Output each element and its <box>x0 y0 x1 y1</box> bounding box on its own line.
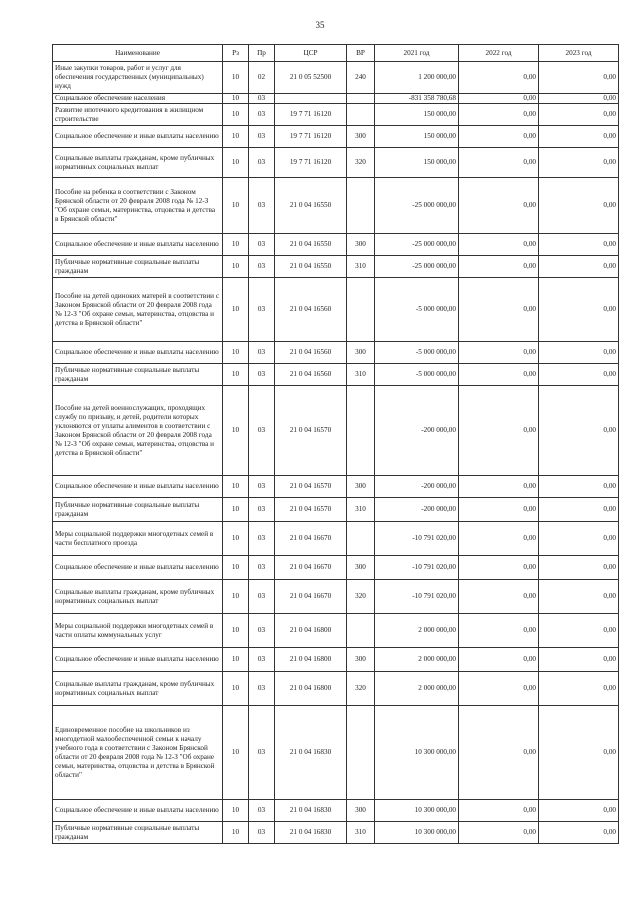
cell-rz: 10 <box>223 672 249 706</box>
cell-vr: 310 <box>347 498 375 522</box>
cell-csr: 21 0 04 16670 <box>275 556 347 580</box>
cell-rz: 10 <box>223 364 249 386</box>
cell-2022: 0,00 <box>459 178 539 234</box>
cell-2023: 0,00 <box>539 556 619 580</box>
cell-2021: -200 000,00 <box>375 476 459 498</box>
cell-2023: 0,00 <box>539 364 619 386</box>
cell-2023: 0,00 <box>539 256 619 278</box>
cell-csr: 21 0 04 16560 <box>275 364 347 386</box>
cell-2023: 0,00 <box>539 386 619 476</box>
cell-2021: -200 000,00 <box>375 386 459 476</box>
cell-2021: 150 000,00 <box>375 148 459 178</box>
cell-2023: 0,00 <box>539 800 619 822</box>
cell-2023: 0,00 <box>539 476 619 498</box>
table-row <box>53 614 619 648</box>
cell-name: Единовременное пособие на школьников из многодетной малообеспеченной семьи к началу учебного года в соответствии с Законом Брянской области от 20 февраля 2008 года № 12-З "Об охране семьи, материнства, отцовства и детства в Брянской области" <box>53 706 223 800</box>
cell-2022: 0,00 <box>459 386 539 476</box>
cell-2021: -25 000 000,00 <box>375 234 459 256</box>
header-vr: ВР <box>347 45 375 62</box>
header-2022: 2022 год <box>459 45 539 62</box>
cell-csr: 21 0 04 16570 <box>275 498 347 522</box>
cell-vr: 300 <box>347 800 375 822</box>
cell-name: Пособие на детей военнослужащих, проходящих службу по призыву, и детей, родители которых уклоняются от уплаты алиментов в соответствии с Законом Брянской области от 20 февраля 2008 года № 12-З "Об охране семьи, материнства, отцовства и детства в Брянской области" <box>53 386 223 476</box>
cell-rz: 10 <box>223 386 249 476</box>
cell-csr: 19 7 71 16120 <box>275 126 347 148</box>
cell-pr: 03 <box>249 148 275 178</box>
cell-pr: 03 <box>249 386 275 476</box>
cell-name: Социальное обеспечение и иные выплаты населению <box>53 648 223 672</box>
cell-2022: 0,00 <box>459 342 539 364</box>
cell-name: Меры социальной поддержки многодетных семей в части бесплатного проезда <box>53 522 223 556</box>
cell-2023: 0,00 <box>539 580 619 614</box>
cell-rz: 10 <box>223 148 249 178</box>
cell-csr: 21 0 04 16670 <box>275 580 347 614</box>
table-row <box>53 94 619 104</box>
cell-rz: 10 <box>223 706 249 800</box>
cell-2022: 0,00 <box>459 822 539 844</box>
cell-pr: 03 <box>249 706 275 800</box>
cell-2021: 2 000 000,00 <box>375 672 459 706</box>
cell-2023: 0,00 <box>539 522 619 556</box>
cell-2021: 2 000 000,00 <box>375 614 459 648</box>
cell-vr: 310 <box>347 364 375 386</box>
cell-vr: 300 <box>347 476 375 498</box>
cell-rz: 10 <box>223 62 249 94</box>
cell-2021: 10 300 000,00 <box>375 706 459 800</box>
cell-2021: -5 000 000,00 <box>375 278 459 342</box>
cell-name: Социальное обеспечение населения <box>53 94 223 104</box>
cell-csr: 21 0 04 16570 <box>275 476 347 498</box>
cell-2023: 0,00 <box>539 278 619 342</box>
cell-rz: 10 <box>223 104 249 126</box>
cell-2021: -25 000 000,00 <box>375 256 459 278</box>
cell-vr <box>347 614 375 648</box>
cell-name: Публичные нормативные социальные выплаты гражданам <box>53 256 223 278</box>
cell-name: Социальное обеспечение и иные выплаты населению <box>53 342 223 364</box>
cell-2023: 0,00 <box>539 706 619 800</box>
cell-pr: 03 <box>249 648 275 672</box>
cell-2022: 0,00 <box>459 580 539 614</box>
table-row <box>53 104 619 126</box>
cell-rz: 10 <box>223 822 249 844</box>
cell-name: Социальное обеспечение и иные выплаты населению <box>53 800 223 822</box>
cell-2022: 0,00 <box>459 126 539 148</box>
cell-rz: 10 <box>223 126 249 148</box>
table-row <box>53 62 619 94</box>
header-name: Наименование <box>53 45 223 62</box>
table-row <box>53 556 619 580</box>
cell-2021: 150 000,00 <box>375 104 459 126</box>
cell-pr: 03 <box>249 498 275 522</box>
header-2023: 2023 год <box>539 45 619 62</box>
cell-2022: 0,00 <box>459 256 539 278</box>
cell-pr: 02 <box>249 62 275 94</box>
cell-vr: 300 <box>347 234 375 256</box>
cell-csr: 21 0 04 16670 <box>275 522 347 556</box>
cell-2023: 0,00 <box>539 498 619 522</box>
cell-vr: 240 <box>347 62 375 94</box>
cell-csr: 21 0 04 16550 <box>275 178 347 234</box>
cell-name: Иные закупки товаров, работ и услуг для обеспечения государственных (муниципальных) нужд <box>53 62 223 94</box>
cell-name: Социальные выплаты гражданам, кроме публичных нормативных социальных выплат <box>53 672 223 706</box>
cell-2022: 0,00 <box>459 648 539 672</box>
cell-name: Пособие на ребенка в соответствии с Законом Брянской области от 20 февраля 2008 года № 12-З "Об охране семьи, материнства, отцовства и детства в Брянской области" <box>53 178 223 234</box>
cell-pr: 03 <box>249 94 275 104</box>
cell-rz: 10 <box>223 342 249 364</box>
cell-vr: 300 <box>347 556 375 580</box>
cell-name: Публичные нормативные социальные выплаты гражданам <box>53 498 223 522</box>
cell-rz: 10 <box>223 256 249 278</box>
cell-2023: 0,00 <box>539 62 619 94</box>
table-row <box>53 706 619 800</box>
cell-pr: 03 <box>249 278 275 342</box>
cell-vr: 320 <box>347 580 375 614</box>
cell-vr <box>347 386 375 476</box>
cell-2023: 0,00 <box>539 648 619 672</box>
cell-rz: 10 <box>223 234 249 256</box>
header-2021: 2021 год <box>375 45 459 62</box>
cell-2023: 0,00 <box>539 104 619 126</box>
cell-pr: 03 <box>249 580 275 614</box>
cell-rz: 10 <box>223 614 249 648</box>
cell-2022: 0,00 <box>459 62 539 94</box>
table-row <box>53 178 619 234</box>
cell-pr: 03 <box>249 178 275 234</box>
cell-csr <box>275 94 347 104</box>
cell-vr <box>347 706 375 800</box>
cell-pr: 03 <box>249 522 275 556</box>
cell-rz: 10 <box>223 800 249 822</box>
cell-2021: 2 000 000,00 <box>375 648 459 672</box>
cell-2023: 0,00 <box>539 148 619 178</box>
table-row <box>53 126 619 148</box>
cell-vr: 300 <box>347 342 375 364</box>
table-body <box>53 62 619 844</box>
cell-pr: 03 <box>249 476 275 498</box>
table-row <box>53 522 619 556</box>
cell-2021: 10 300 000,00 <box>375 800 459 822</box>
table-row <box>53 364 619 386</box>
cell-vr <box>347 104 375 126</box>
cell-rz: 10 <box>223 94 249 104</box>
cell-vr: 300 <box>347 126 375 148</box>
cell-2022: 0,00 <box>459 476 539 498</box>
cell-vr: 300 <box>347 648 375 672</box>
cell-csr: 21 0 04 16830 <box>275 706 347 800</box>
cell-pr: 03 <box>249 256 275 278</box>
cell-pr: 03 <box>249 364 275 386</box>
cell-2021: -831 358 780,68 <box>375 94 459 104</box>
cell-2021: 150 000,00 <box>375 126 459 148</box>
cell-2022: 0,00 <box>459 278 539 342</box>
cell-pr: 03 <box>249 822 275 844</box>
cell-name: Социальные выплаты гражданам, кроме публичных нормативных социальных выплат <box>53 580 223 614</box>
cell-vr <box>347 522 375 556</box>
cell-name: Социальное обеспечение и иные выплаты населению <box>53 476 223 498</box>
table-row <box>53 672 619 706</box>
cell-name: Развитие ипотечного кредитования в жилищном строительстве <box>53 104 223 126</box>
cell-2022: 0,00 <box>459 148 539 178</box>
cell-csr: 21 0 04 16830 <box>275 800 347 822</box>
budget-table <box>52 44 619 844</box>
table-row <box>53 278 619 342</box>
cell-2023: 0,00 <box>539 614 619 648</box>
cell-csr: 21 0 04 16800 <box>275 614 347 648</box>
cell-2021: 10 300 000,00 <box>375 822 459 844</box>
cell-pr: 03 <box>249 672 275 706</box>
cell-2022: 0,00 <box>459 672 539 706</box>
cell-csr: 21 0 04 16800 <box>275 672 347 706</box>
cell-csr: 19 7 71 16120 <box>275 148 347 178</box>
cell-vr <box>347 278 375 342</box>
cell-2022: 0,00 <box>459 522 539 556</box>
cell-2021: -5 000 000,00 <box>375 342 459 364</box>
cell-2023: 0,00 <box>539 178 619 234</box>
cell-2021: -10 791 020,00 <box>375 556 459 580</box>
cell-name: Публичные нормативные социальные выплаты гражданам <box>53 822 223 844</box>
cell-csr: 21 0 04 16830 <box>275 822 347 844</box>
cell-csr: 21 0 04 16570 <box>275 386 347 476</box>
cell-csr: 21 0 04 16560 <box>275 278 347 342</box>
table-row <box>53 342 619 364</box>
cell-rz: 10 <box>223 522 249 556</box>
cell-csr: 21 0 04 16550 <box>275 234 347 256</box>
cell-name: Социальные выплаты гражданам, кроме публичных нормативных социальных выплат <box>53 148 223 178</box>
cell-2022: 0,00 <box>459 234 539 256</box>
table-row <box>53 234 619 256</box>
cell-vr <box>347 178 375 234</box>
cell-2021: -10 791 020,00 <box>375 580 459 614</box>
cell-rz: 10 <box>223 278 249 342</box>
table-header-row <box>53 45 619 62</box>
cell-2023: 0,00 <box>539 672 619 706</box>
cell-2022: 0,00 <box>459 614 539 648</box>
table-row <box>53 386 619 476</box>
cell-2021: -25 000 000,00 <box>375 178 459 234</box>
cell-pr: 03 <box>249 104 275 126</box>
header-pr: Пр <box>249 45 275 62</box>
cell-csr: 21 0 04 16550 <box>275 256 347 278</box>
table-row <box>53 498 619 522</box>
table-row <box>53 148 619 178</box>
cell-pr: 03 <box>249 234 275 256</box>
cell-2023: 0,00 <box>539 126 619 148</box>
cell-2022: 0,00 <box>459 364 539 386</box>
cell-vr <box>347 94 375 104</box>
cell-2022: 0,00 <box>459 94 539 104</box>
cell-name: Социальное обеспечение и иные выплаты населению <box>53 556 223 580</box>
cell-rz: 10 <box>223 178 249 234</box>
cell-csr: 19 7 71 16120 <box>275 104 347 126</box>
table-row <box>53 580 619 614</box>
cell-2023: 0,00 <box>539 822 619 844</box>
header-rz: Рз <box>223 45 249 62</box>
header-csr: ЦСР <box>275 45 347 62</box>
cell-pr: 03 <box>249 126 275 148</box>
cell-2022: 0,00 <box>459 104 539 126</box>
table-row <box>53 822 619 844</box>
cell-vr: 320 <box>347 672 375 706</box>
cell-rz: 10 <box>223 498 249 522</box>
cell-2021: -200 000,00 <box>375 498 459 522</box>
cell-name: Пособие на детей одиноких матерей в соответствии с Законом Брянской области от 20 февраля 2008 года № 12-З "Об охране семьи, материнства, отцовства и детства в Брянской области" <box>53 278 223 342</box>
cell-vr: 310 <box>347 822 375 844</box>
table-row <box>53 800 619 822</box>
cell-2023: 0,00 <box>539 234 619 256</box>
cell-rz: 10 <box>223 580 249 614</box>
table-row <box>53 476 619 498</box>
cell-2022: 0,00 <box>459 800 539 822</box>
cell-rz: 10 <box>223 648 249 672</box>
cell-2022: 0,00 <box>459 498 539 522</box>
cell-rz: 10 <box>223 556 249 580</box>
cell-pr: 03 <box>249 342 275 364</box>
cell-csr: 21 0 04 16560 <box>275 342 347 364</box>
cell-2022: 0,00 <box>459 706 539 800</box>
cell-name: Меры социальной поддержки многодетных семей в части оплаты коммунальных услуг <box>53 614 223 648</box>
cell-pr: 03 <box>249 800 275 822</box>
table-row <box>53 648 619 672</box>
cell-2023: 0,00 <box>539 94 619 104</box>
cell-rz: 10 <box>223 476 249 498</box>
cell-csr: 21 0 04 16800 <box>275 648 347 672</box>
cell-2023: 0,00 <box>539 342 619 364</box>
cell-name: Социальное обеспечение и иные выплаты населению <box>53 234 223 256</box>
cell-name: Публичные нормативные социальные выплаты гражданам <box>53 364 223 386</box>
cell-2021: -5 000 000,00 <box>375 364 459 386</box>
cell-2021: 1 200 000,00 <box>375 62 459 94</box>
cell-pr: 03 <box>249 614 275 648</box>
cell-vr: 320 <box>347 148 375 178</box>
page-number: 35 <box>315 20 325 30</box>
table-row <box>53 256 619 278</box>
cell-2022: 0,00 <box>459 556 539 580</box>
cell-name: Социальное обеспечение и иные выплаты населению <box>53 126 223 148</box>
cell-vr: 310 <box>347 256 375 278</box>
cell-pr: 03 <box>249 556 275 580</box>
cell-csr: 21 0 05 52500 <box>275 62 347 94</box>
cell-2021: -10 791 020,00 <box>375 522 459 556</box>
